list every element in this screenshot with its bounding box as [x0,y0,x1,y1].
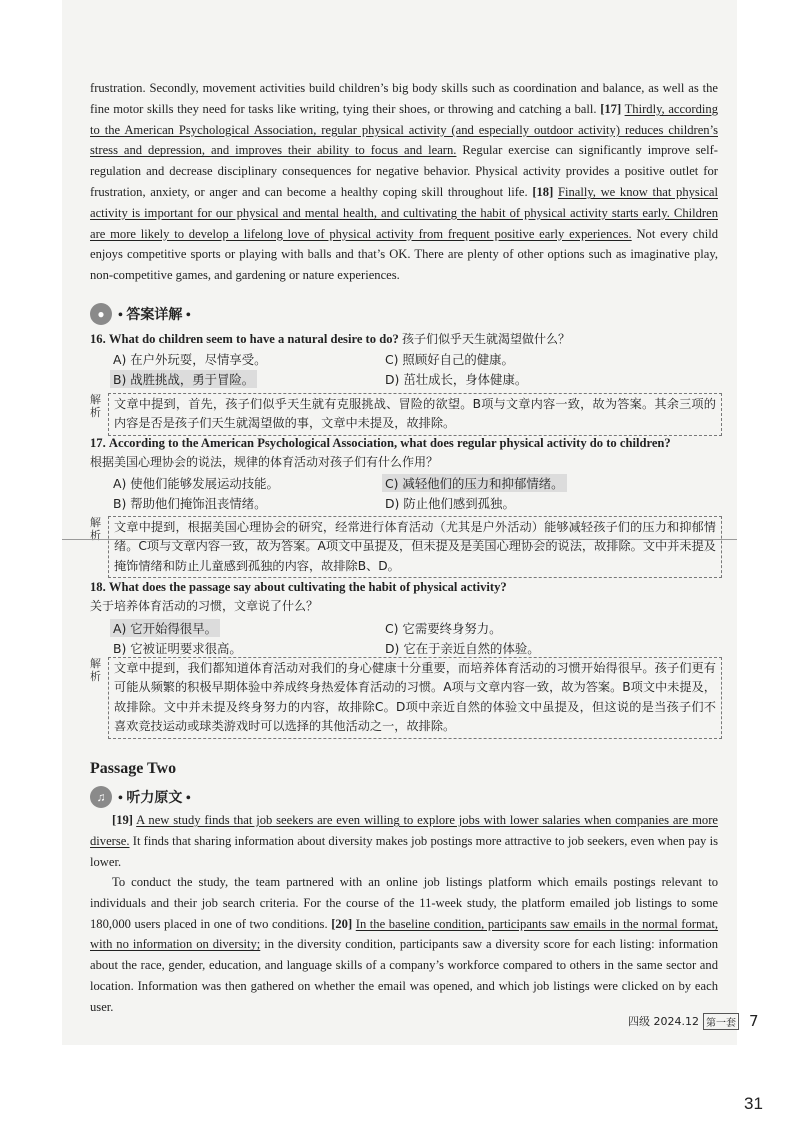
key-sentence-19: A new study finds that job seekers are even willing to explore jobs with lower salaries when companies are more diverse. [90,813,718,848]
headphones-icon: ♫ [90,786,112,808]
lightbulb-icon: ● [90,303,112,325]
explanation-label: 解析 [90,516,101,542]
marker-20: [20] [331,916,353,931]
option-c: C) 它需要终身努力。 [385,621,502,636]
question-18 [90,578,730,616]
option-a: A) 使他们能够发展运动技能。 [113,476,279,491]
question-17 [90,434,730,472]
question-text: What do children seem to have a natural desire to do? [108,332,399,346]
marker-18: [18] [532,184,554,199]
passage-one-text [90,78,718,286]
passage-two-paragraph-2 [90,872,718,1018]
question-number: 16. [90,332,106,346]
key-sentence-20: In the baseline condition, participants saw emails in the normal format, with no information on diversity; [90,916,719,952]
passage-sentence: in the diversity condition, participants saw a diversity score for each listing: information about the race, gender, education, and language skills of a company’s workforce compared to others in the same sector and location. Information was then gathered on whether the email was opened, and which job listings were clicked on by each user. [90,937,718,1014]
passage-sentence: It finds that sharing information about diversity makes job postings more attractive to job seekers, even when pay is lower. [90,833,718,869]
passage-sentence: frustration. Secondly, movement activities build children’s big body skills such as coordination and balance, as well as the fine motor skills they need for tasks like writing, tying their shoes, or throwing and catching a ball. [90,81,718,116]
question-number: 17. [90,436,106,450]
question-text: What does the passage say about cultivating the habit of physical activity? [108,580,507,594]
marker-17: [17] [600,101,622,116]
section-title: • 听力原文 • [118,791,191,806]
question-translation: 根据美国心理协会的说法，规律的体育活动对孩子们有什么作用？ [90,455,439,469]
explanation-label: 解析 [90,657,101,683]
explanation-text: 文章中提到，首先，孩子们似乎天生就有克服挑战、冒险的欲望。B项与文章内容一致，故为答案。其余三项的内容是否是孩子们天生就渴望做的事，文章中未提及，故排除。 [108,393,722,436]
option-a: A) 在户外玩耍，尽情享受。 [113,352,267,367]
key-sentence-17: Thirdly, according to the American Psychological Association, regular physical activity (and especially outdoor activity) reduces children’s stress and depression, and improves their ability to focus and learn. [90,101,718,158]
question-translation: 关于培养体育活动的习惯，文章说了什么？ [90,599,319,613]
passage-sentence: Not every child enjoys competitive sports or playing with balls and that’s OK. There are plenty of other options such as imaginative play, non-competitive games, and gardening or nature experiences. [90,226,718,283]
section-title: • 答案详解 • [118,308,191,323]
option-b: B) 它被证明要求很高。 [113,641,242,656]
passage-two-paragraph-1 [90,810,718,872]
page-footer [628,1012,759,1030]
question-number: 18. [90,580,106,594]
footer-page-number: 7 [748,1012,759,1030]
explanation-label: 解析 [90,393,101,419]
option-c-correct: C) 减轻他们的压力和抑郁情绪。 [382,474,567,492]
key-sentence-18: Finally, we know that physical activity is important for our physical and mental health, and cultivating the habit of physical activity starts early. Children are more likely to develop a lifelong love of physical activity from frequent positive early experiences. [90,184,718,241]
option-d: D) 防止他们感到孤独。 [385,496,515,511]
option-b: B) 帮助他们掩饰沮丧情绪。 [113,496,267,511]
page-number: 31 [744,1094,763,1113]
passage-sentence: Regular exercise can significantly improve self-regulation and decrease disciplinary consequences for negative behavior. Physical activity provides a positive outlet for frustration, anxiety, or anger and can become a healthy coping skill throughout life. [90,143,718,199]
explanation-16 [90,393,722,437]
cut-line [62,539,737,540]
question-16 [90,330,730,349]
explanation-text: 文章中提到，根据美国心理协会的研究，经常进行体育活动（尤其是户外活动）能够减轻孩子们的压力和抑郁情绪。C项与文章内容一致，故为答案。A项文中虽提及，但未提及是美国心理协会的说法，故排除。文中并未提及掩饰情绪和防止儿童感到孤独的内容，故排除B、D。 [108,516,722,578]
option-b-correct: B) 战胜挑战，勇于冒险。 [110,370,257,388]
listening-section-header [90,786,191,808]
set-label: 第一套 [703,1013,739,1030]
exam-label: 四级 2024.12 [628,1015,699,1028]
explanation-18 [90,657,722,739]
passage-two-title: Passage Two [90,760,177,777]
option-a-correct: A) 它开始得很早。 [110,619,220,637]
option-d: D) 茁壮成长，身体健康。 [385,372,528,387]
option-d: D) 它在于亲近自然的体验。 [385,641,540,656]
explanation-text: 文章中提到，我们都知道体育活动对我们的身心健康十分重要，而培养体育活动的习惯开始得很早。孩子们更有可能从频繁的积极早期体验中养成终身热爱体育活动的习惯。A项与文章内容一致，故为答案。B项文中未提及，故排除。文中并未提及终身努力的内容，故排除C。D项中亲近自然的体验文中虽提及，但这说的是当孩子们不喜欢竞技运动或球类游戏时可以选择的其他活动之一，故排除。 [108,657,722,739]
marker-19: [19] [112,813,133,827]
question-text: According to the American Psychological Association, what does regular physical activity do to children? [108,436,671,450]
passage-sentence: To conduct the study, the team partnered with an online job listings platform which emails postings relevant to individuals and their job search criteria. For the course of the 11-week study, the platform emailed job listings to some 180,000 users placed in one of two conditions. [90,875,718,931]
explanation-17 [90,516,722,578]
answer-section-header [90,303,191,325]
option-c: C) 照顾好自己的健康。 [385,352,514,367]
question-translation: 孩子们似乎天生就渴望做什么？ [401,332,570,346]
